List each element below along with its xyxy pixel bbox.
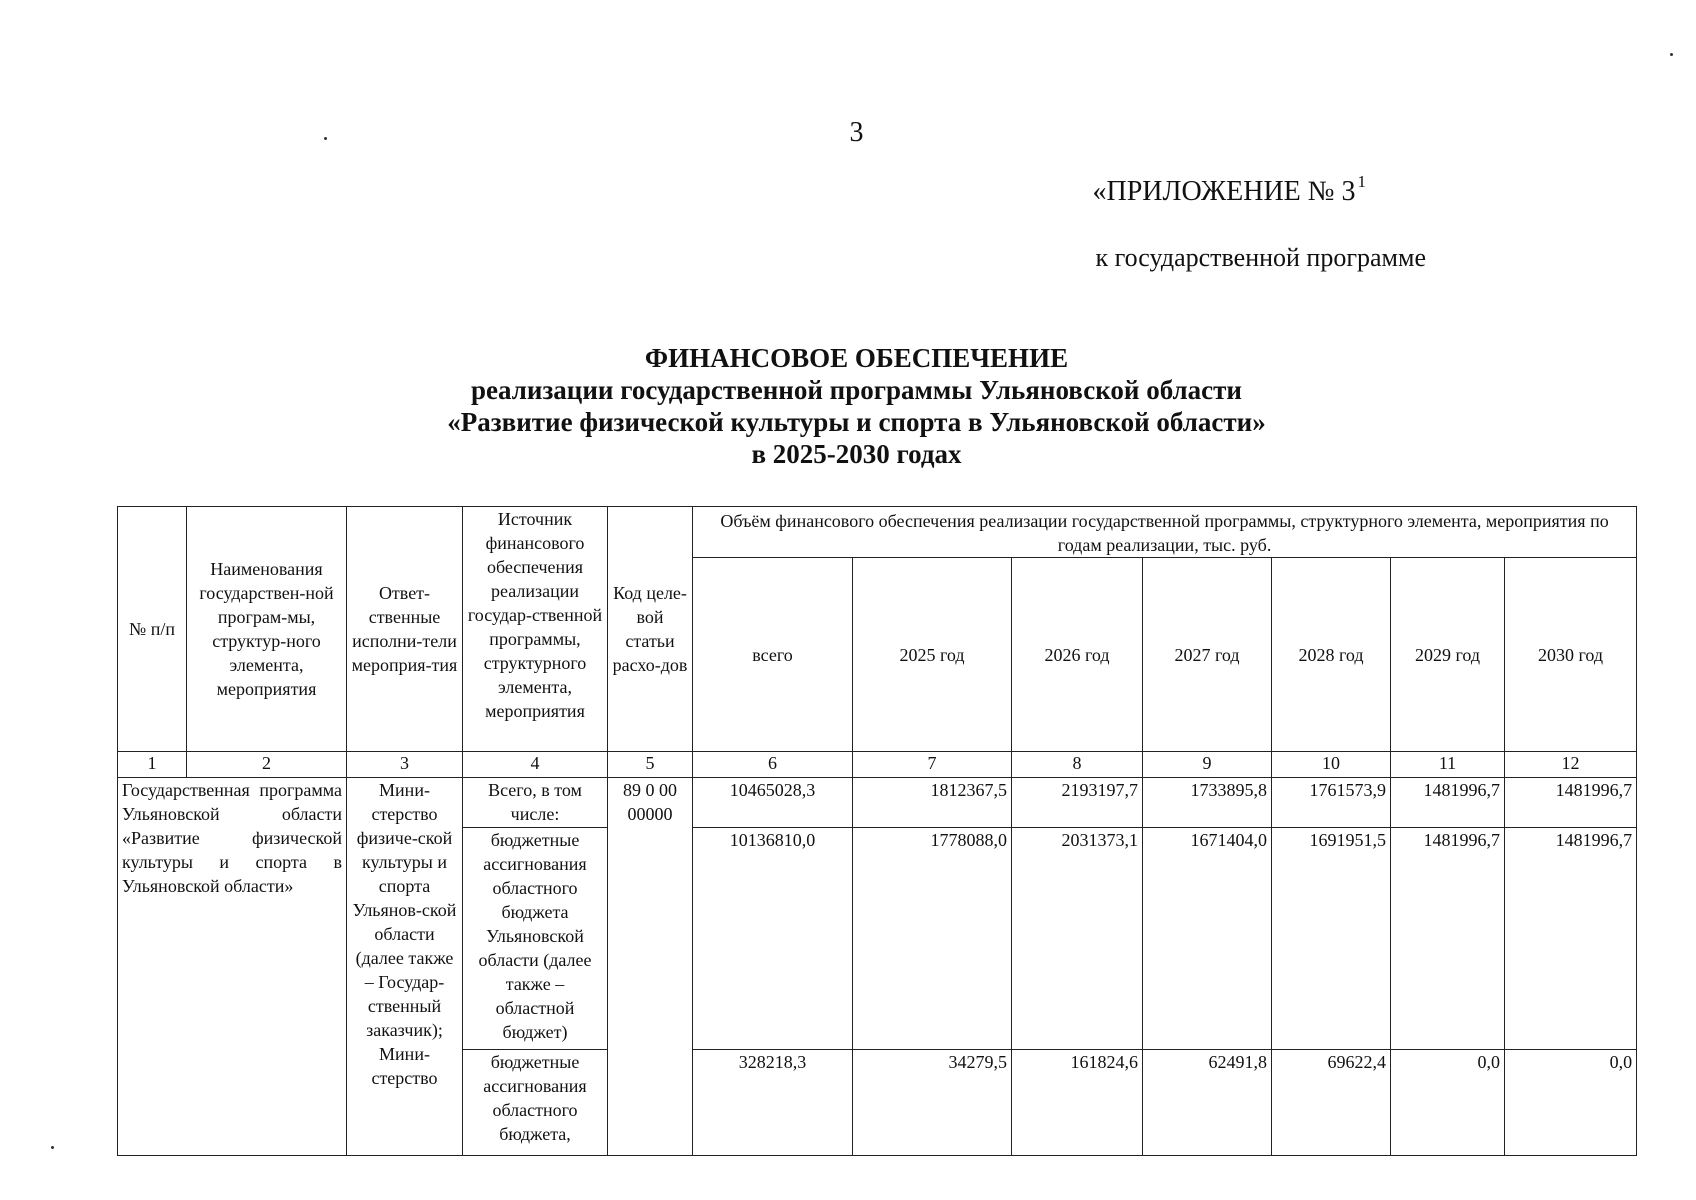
header-num: № п/п — [118, 507, 187, 752]
header-year-2030: 2030 год — [1505, 558, 1637, 752]
amount-2025: 34279,5 — [853, 1050, 1012, 1156]
header-name: Наименования государствен-ной програм-мы, структур-ного элемента, мероприятия — [187, 507, 347, 752]
appendix-title — [1092, 172, 1366, 208]
header-source: Источник финансового обеспечения реализации государ-ственной программы, структурного элемента, мероприятия — [463, 507, 608, 752]
amount-2029: 0,0 — [1391, 1050, 1505, 1156]
column-number: 10 — [1272, 752, 1391, 778]
amount-total: 10136810,0 — [693, 828, 853, 1050]
column-number: 12 — [1505, 752, 1637, 778]
source-cell: Всего, в том числе: — [463, 778, 608, 828]
column-number: 4 — [463, 752, 608, 778]
document-title — [0, 342, 1696, 470]
amount-2028: 69622,4 — [1272, 1050, 1391, 1156]
amount-2026: 161824,6 — [1012, 1050, 1143, 1156]
appendix-superscript: 1 — [1357, 172, 1366, 191]
column-number: 5 — [608, 752, 693, 778]
header-total: всего — [693, 558, 853, 752]
column-number: 9 — [1143, 752, 1272, 778]
scan-speck — [324, 137, 327, 140]
amount-2027: 1733895,8 — [1143, 778, 1272, 828]
amount-total: 10465028,3 — [693, 778, 853, 828]
header-year-2025: 2025 год — [853, 558, 1012, 752]
program-code: 89 0 00 00000 — [608, 778, 693, 1156]
title-line-3: «Развитие физической культуры и спорта в Ульяновской области» — [447, 407, 1266, 437]
header-year-2027: 2027 год — [1143, 558, 1272, 752]
column-number: 8 — [1012, 752, 1143, 778]
header-executors: Ответ-ственные исполни-тели мероприя-тия — [347, 507, 463, 752]
column-number: 6 — [693, 752, 853, 778]
column-number: 1 — [118, 752, 187, 778]
column-number-row — [118, 752, 1637, 778]
program-executors: Мини-стерство физиче-ской культуры и спорта Ульянов-ской области (далее также – Государ-ственный заказчик); Мини-стерство — [347, 778, 463, 1156]
column-number: 3 — [347, 752, 463, 778]
title-line-2: реализации государственной программы Ульяновской области — [471, 375, 1242, 405]
amount-2028: 1761573,9 — [1272, 778, 1391, 828]
header-year-2028: 2028 год — [1272, 558, 1391, 752]
source-cell: бюджетные ассигнования областного бюджета Ульяновской области (далее также – областной бюджет) — [463, 828, 608, 1050]
amount-2030: 1481996,7 — [1505, 828, 1637, 1050]
program-name: Государственная программа Ульяновской области «Развитие физической культуры и спорта в Ульяновской области» — [118, 778, 347, 1156]
amount-2030: 0,0 — [1505, 1050, 1637, 1156]
header-volume-group: Объём финансового обеспечения реализации государственной программы, структурного элемента, мероприятия по годам реализации, тыс. руб. — [693, 507, 1637, 558]
appendix-subtitle: к государственной программе — [1095, 243, 1426, 272]
amount-2030: 1481996,7 — [1505, 778, 1637, 828]
header-year-2026: 2026 год — [1012, 558, 1143, 752]
amount-2025: 1812367,5 — [853, 778, 1012, 828]
page-number: 3 — [849, 117, 864, 148]
amount-2029: 1481996,7 — [1391, 828, 1505, 1050]
amount-2027: 62491,8 — [1143, 1050, 1272, 1156]
amount-2029: 1481996,7 — [1391, 778, 1505, 828]
title-line-1: ФИНАНСОВОЕ ОБЕСПЕЧЕНИЕ — [644, 343, 1069, 373]
appendix-title-text: «ПРИЛОЖЕНИЕ № 3 — [1092, 176, 1356, 207]
header-year-2029: 2029 год — [1391, 558, 1505, 752]
scan-speck — [1670, 53, 1673, 56]
financial-table — [117, 506, 1637, 1156]
amount-2025: 1778088,0 — [853, 828, 1012, 1050]
title-line-4: в 2025-2030 годах — [751, 439, 962, 469]
amount-2026: 2031373,1 — [1012, 828, 1143, 1050]
amount-2028: 1691951,5 — [1272, 828, 1391, 1050]
table-row-total — [118, 778, 1637, 828]
column-number: 7 — [853, 752, 1012, 778]
column-number: 2 — [187, 752, 347, 778]
amount-2026: 2193197,7 — [1012, 778, 1143, 828]
scan-speck — [51, 1146, 54, 1149]
column-number: 11 — [1391, 752, 1505, 778]
amount-2027: 1671404,0 — [1143, 828, 1272, 1050]
source-cell: бюджетные ассигнования областного бюджета, — [463, 1050, 608, 1156]
header-code: Код целе-вой статьи расхо-дов — [608, 507, 693, 752]
amount-total: 328218,3 — [693, 1050, 853, 1156]
